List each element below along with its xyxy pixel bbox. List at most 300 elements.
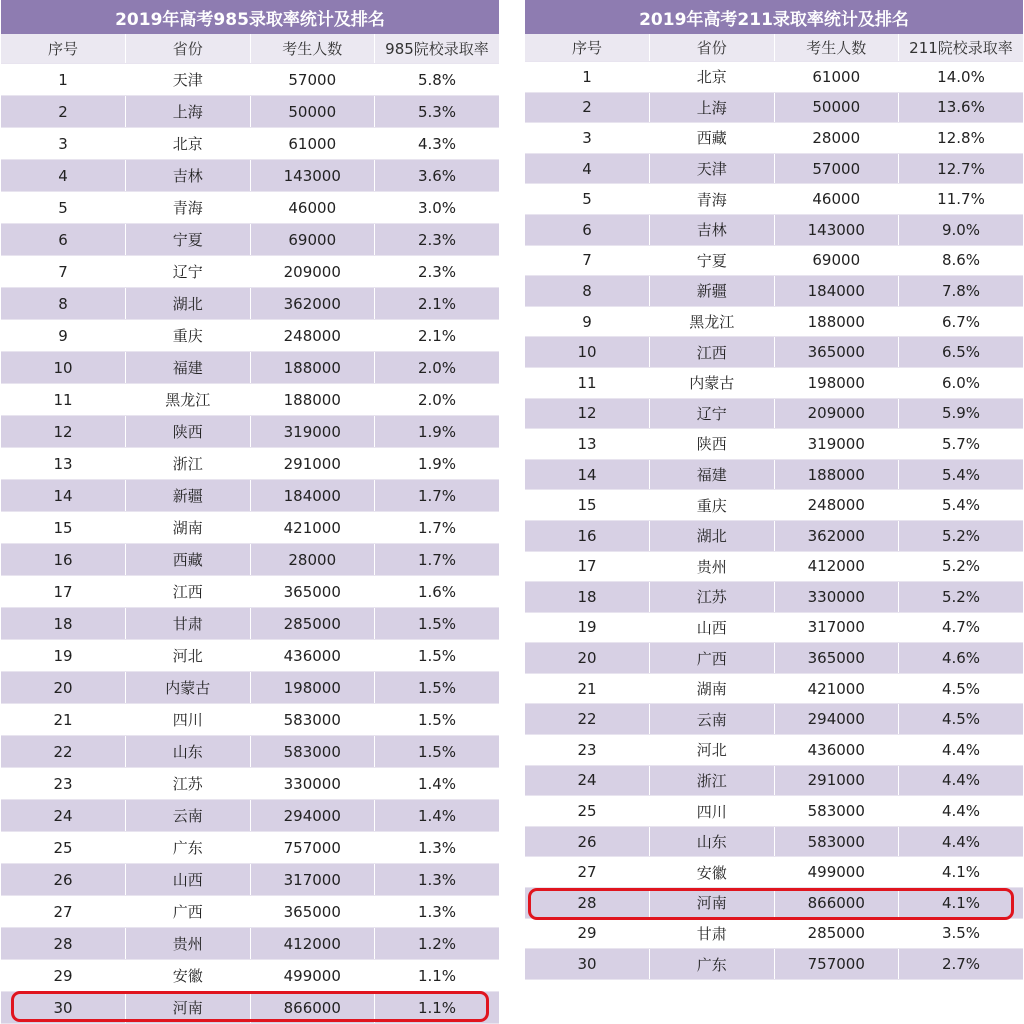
rate-cell: 12.7% — [899, 153, 1024, 184]
rank-cell: 1 — [525, 62, 650, 93]
table-row — [1, 992, 499, 1024]
candidates-cell: 362000 — [774, 520, 899, 551]
province-cell: 湖北 — [126, 288, 251, 320]
province-cell: 山东 — [650, 826, 775, 857]
rate-cell: 2.0% — [375, 352, 500, 384]
rank-cell: 11 — [525, 367, 650, 398]
table-row — [525, 62, 1023, 93]
province-cell: 吉林 — [650, 214, 775, 245]
rate-cell: 4.4% — [899, 796, 1024, 827]
rate-cell: 1.1% — [375, 960, 500, 992]
table-211-title: 2019年高考211录取率统计及排名 — [525, 0, 1023, 34]
rank-cell: 18 — [1, 608, 126, 640]
candidates-cell: 365000 — [774, 337, 899, 368]
rate-cell: 5.4% — [899, 490, 1024, 521]
province-cell: 陕西 — [650, 429, 775, 460]
province-cell: 广东 — [650, 949, 775, 980]
table-row — [1, 96, 499, 128]
candidates-cell: 412000 — [250, 928, 375, 960]
table-row — [525, 520, 1023, 551]
rank-cell: 15 — [1, 512, 126, 544]
rank-cell: 10 — [1, 352, 126, 384]
rate-cell: 5.8% — [375, 64, 500, 96]
candidates-cell: 184000 — [774, 276, 899, 307]
rank-cell: 4 — [525, 153, 650, 184]
province-cell: 浙江 — [126, 448, 251, 480]
province-cell: 西藏 — [650, 123, 775, 154]
province-cell: 河南 — [650, 888, 775, 919]
rate-cell: 2.0% — [375, 384, 500, 416]
province-cell: 安徽 — [126, 960, 251, 992]
table-row — [1, 480, 499, 512]
candidates-cell: 319000 — [774, 429, 899, 460]
rate-cell: 2.1% — [375, 288, 500, 320]
province-cell: 辽宁 — [126, 256, 251, 288]
rank-cell: 15 — [525, 490, 650, 521]
column-header: 211院校录取率 — [899, 34, 1024, 62]
rank-cell: 30 — [525, 949, 650, 980]
rank-cell: 18 — [525, 582, 650, 613]
province-cell: 新疆 — [126, 480, 251, 512]
province-cell: 内蒙古 — [126, 672, 251, 704]
table-row — [1, 512, 499, 544]
table-row — [525, 184, 1023, 215]
candidates-cell: 188000 — [774, 459, 899, 490]
table-row — [525, 704, 1023, 735]
rank-cell: 21 — [525, 673, 650, 704]
rate-cell: 1.4% — [375, 768, 500, 800]
rate-cell: 1.2% — [375, 928, 500, 960]
candidates-cell: 365000 — [774, 643, 899, 674]
table-row — [1, 896, 499, 928]
candidates-cell: 57000 — [250, 64, 375, 96]
rate-cell: 4.5% — [899, 704, 1024, 735]
table-row — [525, 582, 1023, 613]
rank-cell: 17 — [525, 551, 650, 582]
province-cell: 湖南 — [126, 512, 251, 544]
rate-cell: 11.7% — [899, 184, 1024, 215]
rate-cell: 1.9% — [375, 448, 500, 480]
table-row — [1, 128, 499, 160]
column-header: 省份 — [126, 34, 251, 64]
rate-cell: 5.2% — [899, 520, 1024, 551]
candidates-cell: 421000 — [774, 673, 899, 704]
column-header: 序号 — [525, 34, 650, 62]
column-header: 985院校录取率 — [375, 34, 500, 64]
table-row — [1, 416, 499, 448]
rate-cell: 8.6% — [899, 245, 1024, 276]
candidates-cell: 50000 — [250, 96, 375, 128]
candidates-cell: 46000 — [250, 192, 375, 224]
rate-cell: 2.3% — [375, 224, 500, 256]
rank-cell: 20 — [525, 643, 650, 674]
province-cell: 内蒙古 — [650, 367, 775, 398]
table-row — [1, 64, 499, 96]
rank-cell: 1 — [1, 64, 126, 96]
rank-cell: 14 — [525, 459, 650, 490]
province-cell: 黑龙江 — [126, 384, 251, 416]
rank-cell: 2 — [525, 92, 650, 123]
province-cell: 青海 — [126, 192, 251, 224]
table-header-row — [525, 34, 1023, 62]
candidates-cell: 143000 — [774, 214, 899, 245]
rank-cell: 30 — [1, 992, 126, 1024]
table-row — [1, 544, 499, 576]
candidates-cell: 757000 — [774, 949, 899, 980]
candidates-cell: 436000 — [250, 640, 375, 672]
table-row — [1, 256, 499, 288]
rank-cell: 11 — [1, 384, 126, 416]
rate-cell: 6.5% — [899, 337, 1024, 368]
candidates-cell: 583000 — [774, 796, 899, 827]
rank-cell: 29 — [1, 960, 126, 992]
table-row — [1, 704, 499, 736]
table-row — [525, 429, 1023, 460]
table-row — [1, 672, 499, 704]
candidates-cell: 285000 — [250, 608, 375, 640]
province-cell: 广东 — [126, 832, 251, 864]
table-row — [1, 320, 499, 352]
rank-cell: 22 — [1, 736, 126, 768]
province-cell: 江西 — [650, 337, 775, 368]
rate-cell: 6.7% — [899, 306, 1024, 337]
table-row — [1, 928, 499, 960]
rank-cell: 3 — [525, 123, 650, 154]
rate-cell: 5.7% — [899, 429, 1024, 460]
rate-cell: 4.4% — [899, 826, 1024, 857]
province-cell: 河北 — [126, 640, 251, 672]
candidates-cell: 184000 — [250, 480, 375, 512]
candidates-cell: 46000 — [774, 184, 899, 215]
table-row — [525, 888, 1023, 919]
rate-cell: 3.0% — [375, 192, 500, 224]
rate-cell: 1.7% — [375, 512, 500, 544]
province-cell: 广西 — [650, 643, 775, 674]
province-cell: 北京 — [126, 128, 251, 160]
province-cell: 山东 — [126, 736, 251, 768]
rank-cell: 17 — [1, 576, 126, 608]
table-row — [1, 160, 499, 192]
province-cell: 重庆 — [650, 490, 775, 521]
rate-cell: 4.6% — [899, 643, 1024, 674]
rate-cell: 13.6% — [899, 92, 1024, 123]
table-row — [1, 288, 499, 320]
rate-cell: 9.0% — [899, 214, 1024, 245]
candidates-cell: 866000 — [250, 992, 375, 1024]
rank-cell: 19 — [1, 640, 126, 672]
column-header: 省份 — [650, 34, 775, 62]
table-row — [1, 800, 499, 832]
rate-cell: 4.4% — [899, 735, 1024, 766]
rank-cell: 5 — [525, 184, 650, 215]
table-row — [525, 796, 1023, 827]
rate-cell: 1.7% — [375, 480, 500, 512]
table-row — [1, 576, 499, 608]
table-row — [1, 736, 499, 768]
rank-cell: 28 — [1, 928, 126, 960]
rate-cell: 5.9% — [899, 398, 1024, 429]
rate-cell: 5.2% — [899, 551, 1024, 582]
rate-cell: 2.1% — [375, 320, 500, 352]
rate-cell: 1.5% — [375, 640, 500, 672]
table-row — [525, 612, 1023, 643]
province-cell: 云南 — [650, 704, 775, 735]
rate-cell: 1.3% — [375, 864, 500, 896]
candidates-cell: 248000 — [250, 320, 375, 352]
candidates-cell: 294000 — [774, 704, 899, 735]
table-row — [525, 765, 1023, 796]
rate-cell: 6.0% — [899, 367, 1024, 398]
rate-cell: 1.6% — [375, 576, 500, 608]
candidates-cell: 69000 — [250, 224, 375, 256]
candidates-cell: 294000 — [250, 800, 375, 832]
column-header: 考生人数 — [250, 34, 375, 64]
rank-cell: 25 — [525, 796, 650, 827]
candidates-cell: 188000 — [250, 384, 375, 416]
rate-cell: 14.0% — [899, 62, 1024, 93]
rank-cell: 8 — [525, 276, 650, 307]
province-cell: 上海 — [126, 96, 251, 128]
rank-cell: 26 — [1, 864, 126, 896]
candidates-cell: 57000 — [774, 153, 899, 184]
province-cell: 宁夏 — [126, 224, 251, 256]
candidates-cell: 319000 — [250, 416, 375, 448]
rate-cell: 12.8% — [899, 123, 1024, 154]
candidates-cell: 583000 — [250, 736, 375, 768]
rank-cell: 9 — [1, 320, 126, 352]
rank-cell: 7 — [525, 245, 650, 276]
candidates-cell: 188000 — [250, 352, 375, 384]
province-cell: 宁夏 — [650, 245, 775, 276]
province-cell: 吉林 — [126, 160, 251, 192]
candidates-cell: 866000 — [774, 888, 899, 919]
province-cell: 湖南 — [650, 673, 775, 704]
province-cell: 福建 — [126, 352, 251, 384]
table-row — [525, 276, 1023, 307]
rank-cell: 14 — [1, 480, 126, 512]
table-row — [525, 949, 1023, 980]
province-cell: 天津 — [126, 64, 251, 96]
table-row — [1, 352, 499, 384]
candidates-cell: 61000 — [774, 62, 899, 93]
rank-cell: 22 — [525, 704, 650, 735]
rate-cell: 1.5% — [375, 704, 500, 736]
table-row — [525, 337, 1023, 368]
table-row — [525, 857, 1023, 888]
table-211-panel — [525, 0, 1023, 980]
candidates-cell: 499000 — [774, 857, 899, 888]
province-cell: 新疆 — [650, 276, 775, 307]
table-row — [525, 306, 1023, 337]
candidates-cell: 365000 — [250, 896, 375, 928]
province-cell: 云南 — [126, 800, 251, 832]
rate-cell: 1.4% — [375, 800, 500, 832]
province-cell: 甘肃 — [650, 918, 775, 949]
rank-cell: 5 — [1, 192, 126, 224]
rank-cell: 7 — [1, 256, 126, 288]
candidates-cell: 209000 — [250, 256, 375, 288]
candidates-cell: 365000 — [250, 576, 375, 608]
rank-cell: 25 — [1, 832, 126, 864]
table-row — [525, 643, 1023, 674]
table-row — [1, 640, 499, 672]
table-row — [525, 918, 1023, 949]
candidates-cell: 330000 — [774, 582, 899, 613]
province-cell: 黑龙江 — [650, 306, 775, 337]
candidates-cell: 583000 — [250, 704, 375, 736]
candidates-cell: 421000 — [250, 512, 375, 544]
rank-cell: 20 — [1, 672, 126, 704]
province-cell: 贵州 — [126, 928, 251, 960]
rank-cell: 4 — [1, 160, 126, 192]
table-985-panel — [1, 0, 499, 1024]
rank-cell: 13 — [1, 448, 126, 480]
province-cell: 河北 — [650, 735, 775, 766]
rate-cell: 1.3% — [375, 896, 500, 928]
candidates-cell: 188000 — [774, 306, 899, 337]
province-cell: 河南 — [126, 992, 251, 1024]
province-cell: 四川 — [650, 796, 775, 827]
table-row — [1, 960, 499, 992]
rate-cell: 3.6% — [375, 160, 500, 192]
rank-cell: 29 — [525, 918, 650, 949]
candidates-cell: 412000 — [774, 551, 899, 582]
rate-cell: 4.1% — [899, 888, 1024, 919]
rate-cell: 4.7% — [899, 612, 1024, 643]
column-header: 考生人数 — [774, 34, 899, 62]
table-row — [525, 153, 1023, 184]
table-row — [1, 832, 499, 864]
province-cell: 湖北 — [650, 520, 775, 551]
table-row — [525, 245, 1023, 276]
province-cell: 四川 — [126, 704, 251, 736]
rate-cell: 1.5% — [375, 736, 500, 768]
table-985-title: 2019年高考985录取率统计及排名 — [1, 0, 499, 34]
rank-cell: 3 — [1, 128, 126, 160]
table-row — [525, 673, 1023, 704]
rank-cell: 10 — [525, 337, 650, 368]
province-cell: 西藏 — [126, 544, 251, 576]
province-cell: 北京 — [650, 62, 775, 93]
rate-cell: 1.7% — [375, 544, 500, 576]
rank-cell: 12 — [525, 398, 650, 429]
province-cell: 上海 — [650, 92, 775, 123]
candidates-cell: 248000 — [774, 490, 899, 521]
province-cell: 江苏 — [126, 768, 251, 800]
province-cell: 天津 — [650, 153, 775, 184]
province-cell: 辽宁 — [650, 398, 775, 429]
province-cell: 福建 — [650, 459, 775, 490]
rate-cell: 4.5% — [899, 673, 1024, 704]
candidates-cell: 362000 — [250, 288, 375, 320]
table-row — [1, 192, 499, 224]
rate-cell: 5.2% — [899, 582, 1024, 613]
candidates-cell: 317000 — [774, 612, 899, 643]
candidates-cell: 69000 — [774, 245, 899, 276]
province-cell: 江西 — [126, 576, 251, 608]
rate-cell: 1.5% — [375, 672, 500, 704]
rate-cell: 4.1% — [899, 857, 1024, 888]
table-row — [1, 864, 499, 896]
candidates-cell: 198000 — [774, 367, 899, 398]
candidates-cell: 436000 — [774, 735, 899, 766]
rank-cell: 23 — [1, 768, 126, 800]
rate-cell: 4.4% — [899, 765, 1024, 796]
rank-cell: 28 — [525, 888, 650, 919]
rate-cell: 1.1% — [375, 992, 500, 1024]
candidates-cell: 330000 — [250, 768, 375, 800]
rate-cell: 4.3% — [375, 128, 500, 160]
rate-cell: 1.5% — [375, 608, 500, 640]
candidates-cell: 583000 — [774, 826, 899, 857]
rank-cell: 26 — [525, 826, 650, 857]
candidates-cell: 317000 — [250, 864, 375, 896]
province-cell: 青海 — [650, 184, 775, 215]
province-cell: 广西 — [126, 896, 251, 928]
table-211 — [525, 34, 1023, 980]
table-row — [525, 826, 1023, 857]
column-header: 序号 — [1, 34, 126, 64]
table-row — [1, 768, 499, 800]
table-row — [525, 735, 1023, 766]
candidates-cell: 198000 — [250, 672, 375, 704]
rate-cell: 2.3% — [375, 256, 500, 288]
candidates-cell: 499000 — [250, 960, 375, 992]
candidates-cell: 143000 — [250, 160, 375, 192]
rank-cell: 6 — [1, 224, 126, 256]
table-row — [525, 490, 1023, 521]
rank-cell: 13 — [525, 429, 650, 460]
table-row — [525, 92, 1023, 123]
province-cell: 山西 — [126, 864, 251, 896]
province-cell: 陕西 — [126, 416, 251, 448]
candidates-cell: 757000 — [250, 832, 375, 864]
rate-cell: 1.3% — [375, 832, 500, 864]
table-row — [525, 214, 1023, 245]
rate-cell: 1.9% — [375, 416, 500, 448]
rank-cell: 24 — [1, 800, 126, 832]
candidates-cell: 28000 — [250, 544, 375, 576]
province-cell: 浙江 — [650, 765, 775, 796]
rank-cell: 19 — [525, 612, 650, 643]
rank-cell: 23 — [525, 735, 650, 766]
province-cell: 安徽 — [650, 857, 775, 888]
table-header-row — [1, 34, 499, 64]
province-cell: 贵州 — [650, 551, 775, 582]
rate-cell: 5.3% — [375, 96, 500, 128]
rank-cell: 2 — [1, 96, 126, 128]
candidates-cell: 28000 — [774, 123, 899, 154]
rank-cell: 12 — [1, 416, 126, 448]
table-row — [1, 224, 499, 256]
rank-cell: 6 — [525, 214, 650, 245]
rank-cell: 16 — [1, 544, 126, 576]
table-row — [1, 384, 499, 416]
rank-cell: 21 — [1, 704, 126, 736]
candidates-cell: 61000 — [250, 128, 375, 160]
table-row — [525, 367, 1023, 398]
rank-cell: 27 — [1, 896, 126, 928]
rank-cell: 24 — [525, 765, 650, 796]
rank-cell: 9 — [525, 306, 650, 337]
province-cell: 江苏 — [650, 582, 775, 613]
rank-cell: 8 — [1, 288, 126, 320]
table-row — [525, 123, 1023, 154]
candidates-cell: 291000 — [774, 765, 899, 796]
table-row — [1, 448, 499, 480]
candidates-cell: 50000 — [774, 92, 899, 123]
rank-cell: 16 — [525, 520, 650, 551]
